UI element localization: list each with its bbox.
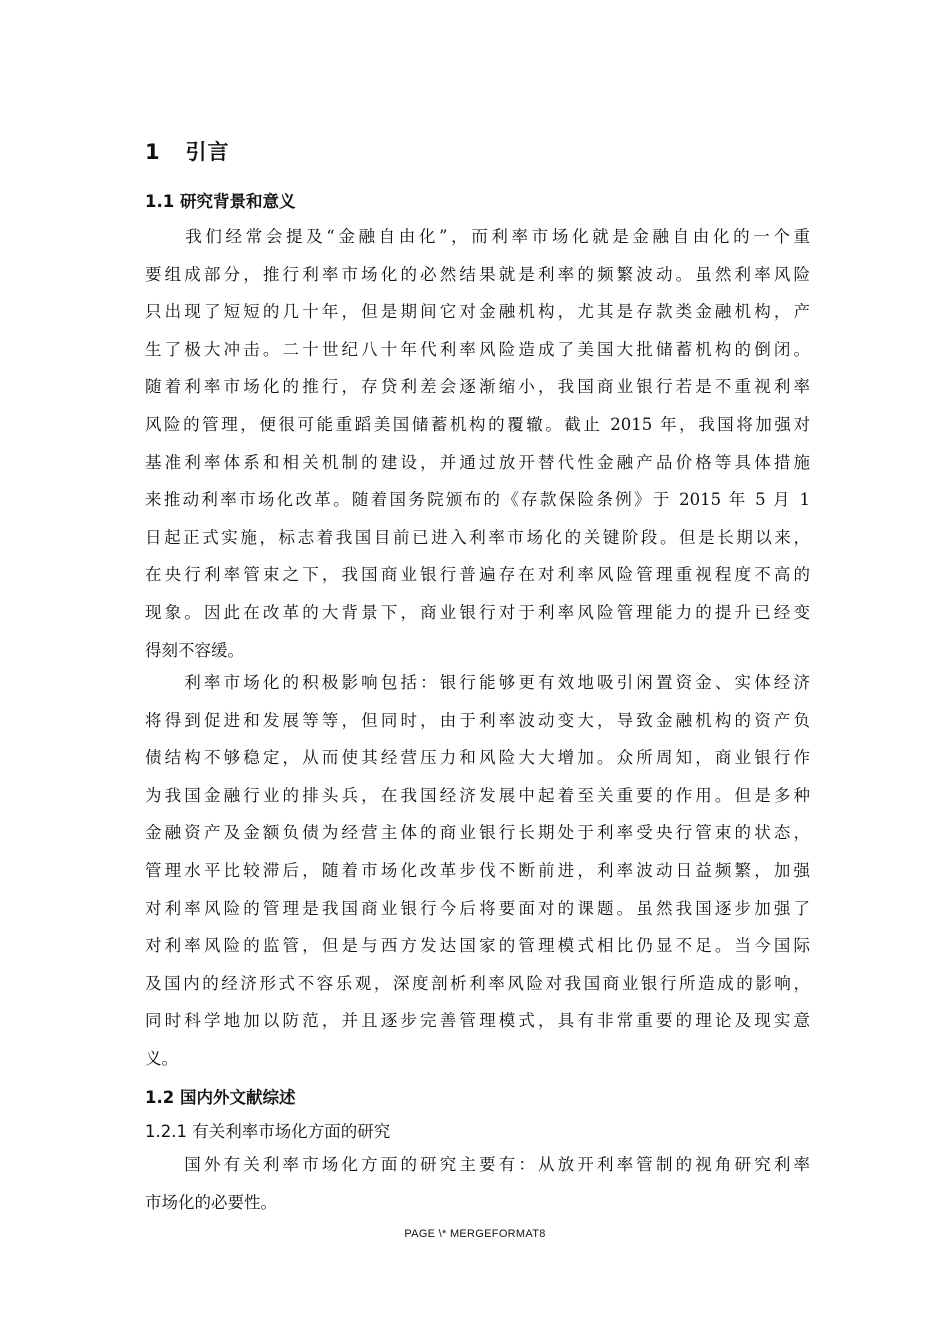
section-heading-1-2: 1.2 国内外文献综述 (145, 1088, 296, 1107)
chapter-heading: 1 引言 (145, 140, 230, 164)
text-line: 我们经常会提及“金融自由化”，而利率市场化就是金融自由化的一个重 (145, 227, 810, 246)
text-line: 对利率风险的监管，但是与西方发达国家的管理模式相比仍显不足。当今国际 (145, 936, 810, 956)
text-line: 将得到促进和发展等等，但同时，由于利率波动变大，导致金融机构的资产负 (145, 710, 810, 730)
paragraph-background-2 (145, 664, 810, 1078)
section-heading-1-1: 1.1 研究背景和意义 (145, 192, 296, 211)
text-line: 及国内的经济形式不容乐观，深度剖析利率风险对我国商业银行所造成的影响， (145, 973, 810, 993)
text-line: 为我国金融行业的排头兵，在我国经济发展中起着至关重要的作用。但是多种 (145, 785, 810, 805)
text-line: 债结构不够稳定，从而使其经营压力和风险大大增加。众所周知，商业银行作 (145, 748, 810, 768)
text-line: 对利率风险的管理是我国商业银行今后将要面对的课题。虽然我国逐步加强了 (145, 898, 810, 918)
paragraph-literature (145, 1146, 810, 1221)
text-line: 日起正式实施，标志着我国目前已进入利率市场化的关键阶段。但是长期以来， (145, 527, 810, 547)
text-line: 来推动利率市场化改革。随着国务院颁布的《存款保险条例》于 2015 年 5 月 1 (145, 490, 810, 510)
text-line: 随着利率市场化的推行，存贷利差会逐渐缩小，我国商业银行若是不重视利率 (145, 377, 810, 397)
text-line: 只出现了短短的几十年，但是期间它对金融机构，尤其是存款类金融机构，产 (145, 302, 810, 322)
text-line: 在央行利率管束之下，我国商业银行普遍存在对利率风险管理重视程度不高的 (145, 565, 810, 585)
text-line: 义。 (145, 1048, 178, 1068)
text-line: 现象。因此在改革的大背景下，商业银行对于利率风险管理能力的提升已经变 (145, 602, 810, 622)
paragraph-background-1 (145, 218, 810, 669)
text-line: 市场化的必要性。 (145, 1192, 277, 1212)
text-line: 国外有关利率市场化方面的研究主要有：从放开利率管制的视角研究利率 (145, 1155, 810, 1174)
page-footer-field: PAGE \* MERGEFORMAT8 (404, 1228, 546, 1240)
text-line: 生了极大冲击。二十世纪八十年代利率风险造成了美国大批储蓄机构的倒闭。 (145, 339, 810, 359)
subsection-heading-1-2-1: 1.2.1 有关利率市场化方面的研究 (145, 1122, 391, 1141)
text-line: 风险的管理，便很可能重蹈美国储蓄机构的覆辙。截止 2015 年，我国将加强对 (145, 414, 810, 434)
text-line: 利率市场化的积极影响包括：银行能够更有效地吸引闲置资金、实体经济 (145, 673, 810, 692)
text-line: 同时科学地加以防范，并且逐步完善管理模式，具有非常重要的理论及现实意 (145, 1011, 810, 1031)
text-line: 金融资产及金额负债为经营主体的商业银行长期处于利率受央行管束的状态， (145, 823, 810, 843)
text-line: 得刻不容缓。 (145, 640, 244, 660)
text-line: 要组成部分，推行利率市场化的必然结果就是利率的频繁波动。虽然利率风险 (145, 264, 810, 284)
text-line: 管理水平比较滞后，随着市场化改革步伐不断前进，利率波动日益频繁，加强 (145, 860, 810, 880)
text-line: 基准利率体系和相关机制的建设，并通过放开替代性金融产品价格等具体措施 (145, 452, 810, 472)
